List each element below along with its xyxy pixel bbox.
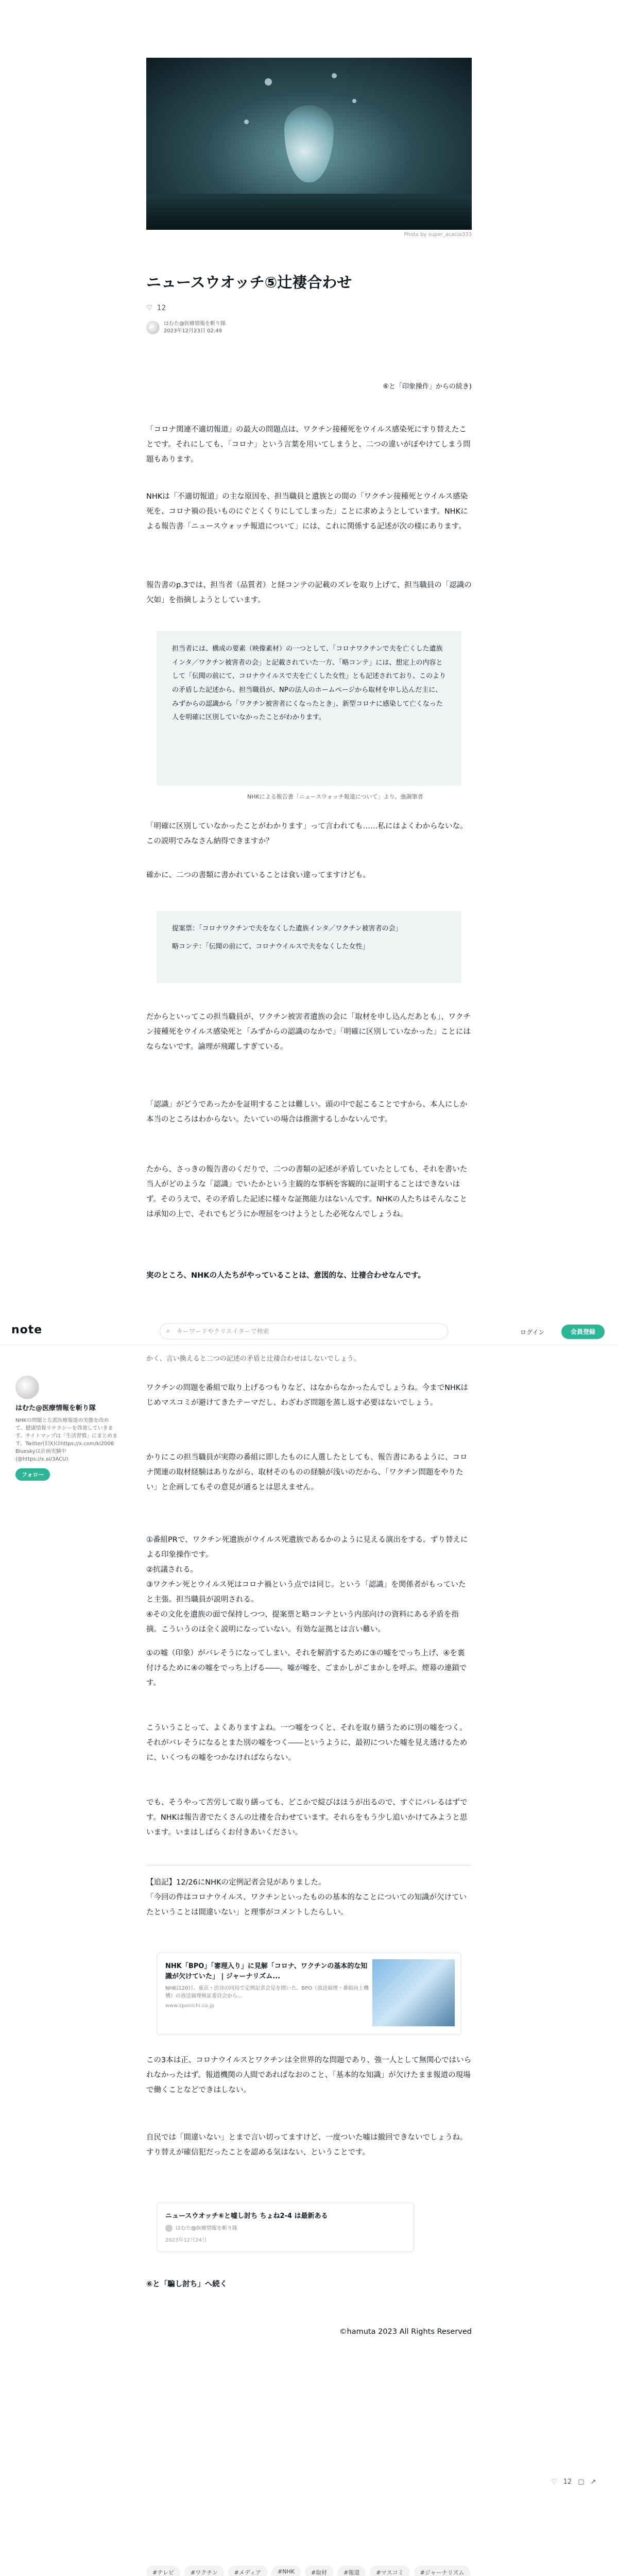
paragraph: かく、言い換えると二つの記述の矛盾と辻褄合わせはしないでしょう。 bbox=[146, 1355, 360, 1363]
embed-title: ニュースウオッチ⑥と嘘し討ち ちょね2-4 は最新ある bbox=[165, 2212, 328, 2220]
like-row[interactable] bbox=[146, 304, 166, 312]
paragraph: だからといってこの担当職員が、ワクチン被害者遺族の会に「取材を申し込んだあとも」、ワクチン接種死をウイルス感染死と「みずからの認識のなかで」「明確に区別していなかった」ことにはならないです。論理が飛躍しすぎている。 bbox=[146, 1013, 471, 1051]
paragraph: ①の嘘（印象）がバレそうになってしまい、それを解消するために③の嘘をでっち上げ、④を裏付けるために④の嘘をでっち上げる――。嘘が嘘を、ごまかしがごまかしを呼ぶ。煙幕の連鎖です。 bbox=[146, 1649, 467, 1687]
continuation-note: ⑥と「印象操作」からの続き) bbox=[383, 383, 472, 391]
tag[interactable]: #ワクチン bbox=[184, 2566, 224, 2576]
water-splash bbox=[352, 99, 356, 103]
search-placeholder: キーワードやクリエイターで検索 bbox=[177, 1328, 269, 1335]
quote-line: 提案票：「コロナワクチンで夫をなくした遺族インタ／ワクチン被害者の会」 bbox=[172, 925, 402, 933]
paragraph: 「コロナ関連不適切報道」の最大の問題点は、ワクチン接種死をウイルス感染死にすり替えたことです。それにしても、「コロナ」という言葉を用いてしまうと、二つの違いがぼやけてしまう問題もあります。 bbox=[146, 426, 471, 464]
water-splash bbox=[244, 120, 249, 124]
search-input[interactable] bbox=[160, 1323, 448, 1340]
embed-url: www.sponichi.co.jp bbox=[165, 2003, 215, 2009]
paragraph: NHKは「不適切報道」の主な原因を、担当職員と遺族との間の「ワクチン接種死とウイルス感染死を、コロナ禍の長いものにぐとくくりにしてしまった」ことに求めようとしています。NHKによる報告書「ニュースウォッチ報道について」には、これに関係する記述が次の様にあります。 bbox=[146, 493, 468, 531]
quote-caption: NHKによる報告書「ニュースウォッチ報道について」より。強調筆者 bbox=[247, 793, 423, 800]
tag[interactable]: #取材 bbox=[305, 2566, 333, 2576]
heart-icon[interactable]: ♡ bbox=[551, 2478, 557, 2486]
like-count: 12 bbox=[157, 304, 166, 312]
water-drop bbox=[284, 105, 334, 182]
author-name[interactable]: はむた@医療情報を斬り隊 bbox=[15, 1404, 96, 1412]
author-name[interactable]: はむた@医療情報を斬り隊 bbox=[164, 321, 226, 327]
embed-description: NHKは20日、東京・渋谷の同局で定例記者会見を開いた。BPO（放送倫理・番組向上機構）の放送倫理検証委員会から... bbox=[165, 1986, 369, 1999]
avatar[interactable] bbox=[146, 321, 160, 334]
signup-button[interactable]: 会員登録 bbox=[561, 1325, 605, 1339]
comment-icon[interactable]: ▢ bbox=[578, 2478, 585, 2486]
heart-icon[interactable]: ♡ bbox=[146, 304, 153, 312]
embed-author: はむた@医療情報を斬り隊 bbox=[176, 2225, 237, 2231]
top-nav-bar bbox=[0, 1316, 618, 1345]
author-bio: NHKの問題と左派医療報道の実態を改めて、健康情報リテラシーを啓発していきます。サイトマップは「生活習慣」にまとめます。Twitter(旧X)はhttps://x.com/ki2006 Blueskyは計画実験中(@https://x.ai/3ACU) bbox=[15, 1417, 118, 1462]
tag-list bbox=[146, 2566, 472, 2576]
note-embed-card[interactable] bbox=[157, 2202, 414, 2252]
tag[interactable]: #メディア bbox=[228, 2566, 267, 2576]
hero-image bbox=[146, 58, 472, 230]
paragraph: でも、そうやって苦労して取り繕っても、どこかで綻びはほうが出るので、すぐにバレるはずです。NHKは報告書でたくさんの辻褄を合わせています。それらをもう少し追いかけてみようと思います。いまはしばらくお付きあいください。 bbox=[146, 1799, 468, 1837]
embed-thumbnail bbox=[372, 1959, 455, 2026]
divider bbox=[146, 1865, 472, 1866]
login-link[interactable]: ログイン bbox=[520, 1329, 545, 1336]
paragraph: 報告書のp.3では、担当者（品質者）と経コンテの記載のズレを取り上げて、担当職員の「認識の欠如」を指摘しようとしています。 bbox=[146, 581, 472, 604]
embed-title: NHK「BPO」「審理入り」に見解「コロナ、ワクチンの基本的な知識が欠けていた」 | ジャーナリズム... bbox=[165, 1962, 368, 1980]
share-icon[interactable]: ↗ bbox=[590, 2478, 596, 2486]
tag[interactable]: #報道 bbox=[337, 2566, 366, 2576]
numbered-list: ①番組PRで、ワクチン死遺族がウイルス死遺族であるかのように見える演出をする。ずり替えによる印象操作です。 ②抗議される。 ③ワクチン死とウイルス死はコロナ禍という点では同じ。という「認識」を関係者がもっていたと主張。担当職員が説明される。 ④その文化を遺族の面で保持しつつ、提案票と略コンテという内部向けの資料にある矛盾を指摘。こういうのは全く説明になっていない。有効な証拠とは言い難い。 bbox=[146, 1536, 468, 1634]
search-icon: ⌕ bbox=[166, 1327, 170, 1335]
photo-credit: Photo by super_acacia333 bbox=[404, 232, 472, 238]
note-logo[interactable]: note bbox=[11, 1324, 43, 1336]
water-splash bbox=[332, 73, 337, 78]
avatar[interactable] bbox=[15, 1376, 39, 1399]
paragraph: 「認識」がどうであったかを証明することは難しい。頭の中で起こることですから、本人にしか本当のところはわからない。たいていの場合は推測するしかないんです。 bbox=[146, 1100, 468, 1124]
paragraph: 「明確に区別していなかったことがわかります」って言われても……私にはよくわからないな。この説明でみなさん納得できますか？ bbox=[146, 822, 468, 845]
paragraph: たから、さっきの報告書のくだりで、二つの書類の記述が矛盾していたとしても、それを書いた当人がどのような「認識」でいたかという主観的な事柄を客観的に証明することはできないはず。そのうえで、その矛盾した記述に様々な証拠能力はないんです。NHKの人たちはそんなことは承知の上で、それでもどうにか理屈をつけようとした必死なんでしょうね。 bbox=[146, 1165, 468, 1218]
paragraph: この3本は正、コロナウイルスとワクチンは全世界的な問題であり、強一人として無関心ではいられなかったはず。報道機関の人間であればなおのこと、「基本的な知識」が欠けたまま報道の現場で働くことなどできはしない。 bbox=[146, 2056, 472, 2094]
paragraph: ワクチンの問題を番組で取り上げるつもりなど、はなからなかったんでしょうね。今までNHKはじめマスコミが避けてきたテーマだし、わざわざ問題を蒸し返す必要はないでしょう。 bbox=[146, 1384, 468, 1407]
blockquote bbox=[157, 911, 461, 983]
water-pool bbox=[146, 194, 472, 230]
paragraph: こういうことって、よくありますよね。一つ嘘をつくと、それを取り繕うために別の嘘をつく。それがバレそうになるとまた別の嘘をつく――というように、最初についた嘘を見え透けるために、いくつもの嘘をつかなければならない。 bbox=[146, 1724, 468, 1762]
blockquote: 担当者には、構成の要素（映像素材）の一つとして、「コロナワクチンで夫を亡くした遺族インタ／ワクチン被害者の会」と記載されていた一方、「略コンテ」には、想定上の内容として「伝聞の前にて、コロナウイルスで夫を亡くした女性」とも記述されており、このよりの矛盾した記述から、担当職員が、NPの法人のホームページから取材を申し込んだ主に、みずからの認識から「ワクチン被害者にくなったとき」、新型コロナに感染して亡くなった人を明確に区別していなかったことがわかります。 bbox=[157, 631, 461, 786]
article-title: ニュースウオッチ⑤辻褄合わせ bbox=[146, 274, 352, 291]
paragraph: 実のところ、NHKの人たちがやっていることは、意図的な、辻褄合わせなんです。 bbox=[146, 1272, 425, 1280]
like-count: 12 bbox=[563, 2478, 572, 2486]
quote-line: 略コンテ：「伝聞の前にて、コロナウイルスで夫をなくした女性」 bbox=[172, 942, 369, 951]
floating-actions bbox=[551, 2478, 596, 2486]
embed-date: 2023年12月24日 bbox=[165, 2237, 207, 2243]
tag[interactable]: #ジャーナリズム bbox=[414, 2566, 471, 2576]
tag[interactable]: #マスコミ bbox=[370, 2566, 409, 2576]
tag[interactable]: #NHK bbox=[271, 2566, 301, 2576]
post-date: 2023年12月23日 02:49 bbox=[164, 328, 222, 334]
copyright: ©hamuta 2023 All Rights Reserved bbox=[339, 2328, 472, 2336]
follow-button[interactable]: フォロー bbox=[15, 1468, 50, 1481]
author-row[interactable] bbox=[146, 320, 226, 335]
addendum: 【追記】12/26にNHKの定例記者会見がありました。 「今回の件はコロナウイルス、ワクチンといったものの基本的なことについての知識が欠けていたということは間違いない」と理事がコメントしたらしい。 bbox=[146, 1878, 467, 1917]
next-part-link[interactable]: ⑥と「騙し討ち」へ続く bbox=[146, 2280, 228, 2289]
water-splash bbox=[265, 78, 272, 86]
sidebar-profile bbox=[15, 1376, 118, 1481]
avatar bbox=[165, 2225, 173, 2232]
link-embed-card[interactable] bbox=[157, 1953, 461, 2035]
paragraph: かりにこの担当職員が実際の番組に即したものに人選したとしても、報告書にあるように、コロナ関連の取材経験はありながら、取材そのものの経験が浅いのだから、「ワクチン問題をやりたい」と企画してもその意見が通るとは思えません。 bbox=[146, 1453, 468, 1492]
tag[interactable]: #テレビ bbox=[146, 2566, 180, 2576]
paragraph: 自民では「間違いない」とまで言い切ってますけど、一度ついた嘘は撤回できないでしょうね。すり替えが確信犯だったことを認める気はない、ということです。 bbox=[146, 2133, 468, 2157]
paragraph: 確かに、二つの書類に書かれていることは食い違ってますけども。 bbox=[146, 871, 370, 879]
